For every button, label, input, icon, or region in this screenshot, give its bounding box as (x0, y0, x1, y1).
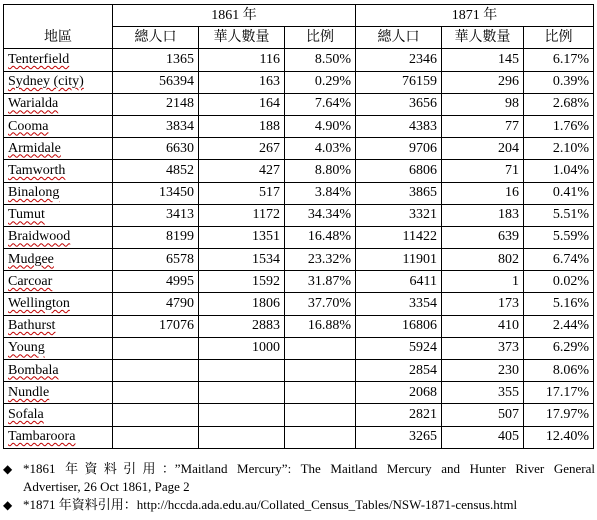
ratio-1861-cell (285, 360, 356, 382)
chinese-1861-cell (199, 404, 285, 426)
note-1871-text: *1871 年資料引用：http://hccda.ada.edu.au/Collated_Census_Tables/NSW-1871-census.html (23, 497, 518, 512)
population-1871-cell: 4383 (356, 115, 442, 137)
ratio-1871-cell: 17.97% (524, 404, 594, 426)
population-1861-cell: 3413 (113, 204, 199, 226)
chinese-1861-cell: 188 (199, 115, 285, 137)
ratio-1871-cell: 2.10% (524, 138, 594, 160)
ratio-1861-cell: 31.87% (285, 271, 356, 293)
table-row (4, 360, 594, 382)
chinese-1871-cell: 355 (442, 382, 524, 404)
population-1861-cell (113, 426, 199, 448)
population-1871-cell: 76159 (356, 71, 442, 93)
ratio-1861-cell (285, 382, 356, 404)
ratio-1861-cell: 8.50% (285, 49, 356, 71)
population-1861-cell (113, 404, 199, 426)
chinese-1871-cell: 71 (442, 160, 524, 182)
place-cell (4, 182, 113, 204)
ratio-1861-cell: 0.29% (285, 71, 356, 93)
ratio-1861-cell: 3.84% (285, 182, 356, 204)
place-name: Binalong (8, 185, 60, 201)
chinese-1871-cell: 230 (442, 360, 524, 382)
ratio-1871-cell: 2.68% (524, 93, 594, 115)
place-cell (4, 160, 113, 182)
table-row (4, 49, 594, 71)
ratio-1861-cell: 16.48% (285, 226, 356, 248)
chinese-1861-cell: 163 (199, 71, 285, 93)
source-notes (3, 460, 595, 514)
table-row (4, 249, 594, 271)
place-cell (4, 315, 113, 337)
note-1861 (3, 460, 595, 496)
place-cell (4, 337, 113, 359)
chinese-1861-cell (199, 360, 285, 382)
population-1861-cell (113, 360, 199, 382)
table-row (4, 315, 594, 337)
chinese-1871-cell: 507 (442, 404, 524, 426)
table-row (4, 182, 594, 204)
place-cell (4, 93, 113, 115)
place-cell (4, 204, 113, 226)
population-1861-cell: 3834 (113, 115, 199, 137)
ratio-1861-cell: 16.88% (285, 315, 356, 337)
ratio-1871-cell: 6.29% (524, 337, 594, 359)
header-chinese-1871: 華人數量 (442, 27, 524, 49)
header-ratio-1861: 比例 (285, 27, 356, 49)
table-row (4, 293, 594, 315)
ratio-1871-cell: 6.17% (524, 49, 594, 71)
diamond-bullet-icon: ◆ (3, 462, 13, 476)
population-1871-cell: 11422 (356, 226, 442, 248)
chinese-1861-cell: 1534 (199, 249, 285, 271)
chinese-1861-cell: 427 (199, 160, 285, 182)
table-row (4, 160, 594, 182)
table-row (4, 115, 594, 137)
chinese-1871-cell: 802 (442, 249, 524, 271)
population-1871-cell: 2068 (356, 382, 442, 404)
chinese-1871-cell: 639 (442, 226, 524, 248)
place-cell (4, 271, 113, 293)
ratio-1861-cell (285, 426, 356, 448)
header-place: 地區 (4, 5, 113, 49)
place-name: Sofala (8, 406, 44, 422)
population-1861-cell: 13450 (113, 182, 199, 204)
chinese-1871-cell: 204 (442, 138, 524, 160)
chinese-1861-cell: 1172 (199, 204, 285, 226)
table-row (4, 204, 594, 226)
note-1861-line-1: *1861 年資料引用：”Maitland Mercury”: The Maitland Mercury and Hunter River General (23, 461, 595, 476)
chinese-1871-cell: 173 (442, 293, 524, 315)
place-name: Cooma (8, 118, 49, 134)
chinese-1861-cell: 1592 (199, 271, 285, 293)
population-1871-cell: 6411 (356, 271, 442, 293)
ratio-1871-cell: 1.76% (524, 115, 594, 137)
header-population-1861: 總人口 (113, 27, 199, 49)
note-1861-line-2: Advertiser, 26 Oct 1861, Page 2 (23, 479, 190, 494)
ratio-1861-cell: 34.34% (285, 204, 356, 226)
place-name: Wellington (8, 296, 70, 312)
table-row (4, 404, 594, 426)
ratio-1861-cell (285, 404, 356, 426)
population-1861-cell (113, 337, 199, 359)
place-name: Sydney (city) (8, 74, 84, 90)
population-1871-cell: 2821 (356, 404, 442, 426)
table-row (4, 138, 594, 160)
census-table (3, 4, 594, 449)
ratio-1861-cell: 23.32% (285, 249, 356, 271)
place-cell (4, 293, 113, 315)
place-name: Braidwood (8, 229, 71, 245)
ratio-1861-cell: 4.90% (285, 115, 356, 137)
place-name: Young (8, 340, 45, 356)
place-name: Tumut (8, 207, 45, 223)
header-chinese-1861: 華人數量 (199, 27, 285, 49)
chinese-1871-cell: 1 (442, 271, 524, 293)
chinese-1861-cell: 267 (199, 138, 285, 160)
population-1861-cell: 4995 (113, 271, 199, 293)
population-1871-cell: 11901 (356, 249, 442, 271)
chinese-1861-cell: 116 (199, 49, 285, 71)
diamond-bullet-icon: ◆ (3, 498, 13, 512)
population-1861-cell: 1365 (113, 49, 199, 71)
ratio-1871-cell: 0.02% (524, 271, 594, 293)
population-1861-cell: 2148 (113, 93, 199, 115)
population-1871-cell: 3265 (356, 426, 442, 448)
chinese-1871-cell: 410 (442, 315, 524, 337)
population-1861-cell: 4852 (113, 160, 199, 182)
header-row-years (4, 5, 594, 27)
chinese-1871-cell: 16 (442, 182, 524, 204)
place-name: Tambaroora (8, 429, 76, 445)
table-row (4, 426, 594, 448)
population-1871-cell: 3656 (356, 93, 442, 115)
place-name: Bombala (8, 362, 59, 378)
ratio-1871-cell: 1.04% (524, 160, 594, 182)
population-1871-cell: 3865 (356, 182, 442, 204)
table-row (4, 271, 594, 293)
chinese-1861-cell: 1000 (199, 337, 285, 359)
population-1871-cell: 3321 (356, 204, 442, 226)
chinese-1871-cell: 296 (442, 71, 524, 93)
chinese-1871-cell: 98 (442, 93, 524, 115)
place-cell (4, 138, 113, 160)
table-row (4, 382, 594, 404)
population-1861-cell (113, 382, 199, 404)
chinese-1861-cell: 1806 (199, 293, 285, 315)
population-1861-cell: 6630 (113, 138, 199, 160)
chinese-1861-cell (199, 382, 285, 404)
place-name: Tamworth (8, 162, 66, 178)
header-year-1861: 1861 年 (113, 5, 356, 27)
ratio-1861-cell: 37.70% (285, 293, 356, 315)
place-name: Nundle (8, 384, 50, 400)
population-1861-cell: 6578 (113, 249, 199, 271)
chinese-1871-cell: 145 (442, 49, 524, 71)
ratio-1871-cell: 8.06% (524, 360, 594, 382)
place-cell (4, 49, 113, 71)
place-name: Tenterfield (8, 51, 70, 67)
chinese-1861-cell: 517 (199, 182, 285, 204)
ratio-1861-cell: 7.64% (285, 93, 356, 115)
population-1861-cell: 56394 (113, 71, 199, 93)
ratio-1871-cell: 0.41% (524, 182, 594, 204)
ratio-1871-cell: 5.16% (524, 293, 594, 315)
place-cell (4, 249, 113, 271)
chinese-1871-cell: 405 (442, 426, 524, 448)
population-1861-cell: 4790 (113, 293, 199, 315)
population-1871-cell: 5924 (356, 337, 442, 359)
place-name: Mudgee (8, 251, 54, 267)
place-cell (4, 382, 113, 404)
population-1871-cell: 2346 (356, 49, 442, 71)
chinese-1861-cell (199, 426, 285, 448)
ratio-1871-cell: 0.39% (524, 71, 594, 93)
place-cell (4, 426, 113, 448)
chinese-1871-cell: 373 (442, 337, 524, 359)
chinese-1861-cell: 2883 (199, 315, 285, 337)
chinese-1871-cell: 77 (442, 115, 524, 137)
ratio-1871-cell: 2.44% (524, 315, 594, 337)
place-cell (4, 226, 113, 248)
note-1871 (3, 496, 595, 514)
place-name: Armidale (8, 140, 61, 156)
place-name: Carcoar (8, 273, 53, 289)
ratio-1871-cell: 5.51% (524, 204, 594, 226)
ratio-1871-cell: 5.59% (524, 226, 594, 248)
header-ratio-1871: 比例 (524, 27, 594, 49)
place-name: Warialda (8, 96, 59, 112)
table-row (4, 226, 594, 248)
header-year-1871: 1871 年 (356, 5, 594, 27)
place-cell (4, 404, 113, 426)
ratio-1871-cell: 12.40% (524, 426, 594, 448)
population-1861-cell: 17076 (113, 315, 199, 337)
ratio-1871-cell: 6.74% (524, 249, 594, 271)
place-name: Bathurst (8, 318, 56, 334)
header-population-1871: 總人口 (356, 27, 442, 49)
population-1871-cell: 16806 (356, 315, 442, 337)
population-1871-cell: 3354 (356, 293, 442, 315)
chinese-1871-cell: 183 (442, 204, 524, 226)
population-1871-cell: 2854 (356, 360, 442, 382)
ratio-1861-cell: 4.03% (285, 138, 356, 160)
place-cell (4, 115, 113, 137)
ratio-1861-cell: 8.80% (285, 160, 356, 182)
population-1871-cell: 9706 (356, 138, 442, 160)
table-row (4, 93, 594, 115)
population-1861-cell: 8199 (113, 226, 199, 248)
table-row (4, 337, 594, 359)
population-1871-cell: 6806 (356, 160, 442, 182)
chinese-1861-cell: 1351 (199, 226, 285, 248)
ratio-1871-cell: 17.17% (524, 382, 594, 404)
ratio-1861-cell (285, 337, 356, 359)
chinese-1861-cell: 164 (199, 93, 285, 115)
table-row (4, 71, 594, 93)
place-cell (4, 71, 113, 93)
place-cell (4, 360, 113, 382)
